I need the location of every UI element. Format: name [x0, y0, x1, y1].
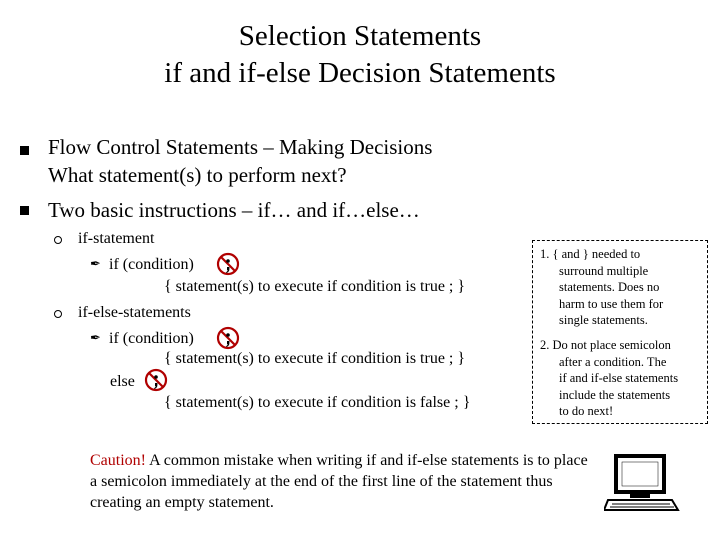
circle-bullet-icon [54, 236, 62, 244]
pen-icon: ✒ [90, 330, 101, 345]
if-body: { statement(s) to execute if condition is true ; } [164, 278, 466, 295]
title-line-1: Selection Statements [238, 20, 482, 52]
square-bullet-icon [20, 146, 29, 155]
circle-bullet-icon [54, 310, 62, 318]
note-2-line: after a condition. The [559, 354, 667, 369]
if-statement-heading: if-statement [78, 230, 155, 247]
note-1 [540, 246, 663, 329]
ifelse-body-true: { statement(s) to execute if condition is true ; } [164, 350, 466, 367]
ifelse-condition: if (condition) [109, 330, 194, 347]
no-semicolon-icon [216, 326, 240, 350]
no-semicolon-icon [216, 252, 240, 276]
title-line-2: if and if-else Decision Statements [164, 57, 556, 89]
note-2-line: 2. Do not place semicolon [540, 338, 671, 352]
bullet-1-line-2: What statement(s) to perform next? [48, 163, 347, 187]
if-condition: if (condition) [109, 256, 194, 273]
caution-label: Caution! [90, 452, 146, 469]
bullet-1-line-1: Flow Control Statements – Making Decisions [48, 135, 433, 159]
ifelse-body-false: { statement(s) to execute if condition is false ; } [164, 394, 471, 411]
note-1-line: 1. { and } needed to [540, 247, 641, 261]
note-1-line: harm to use them for [559, 296, 664, 311]
note-2-line: to do next! [559, 404, 614, 418]
pen-icon: ✒ [90, 256, 101, 271]
note-1-line: surround multiple [559, 263, 649, 278]
note-2-line: include the statements [559, 387, 671, 402]
no-semicolon-icon [144, 368, 168, 392]
bullet-1 [48, 133, 432, 189]
bullet-2: Two basic instructions – if… and if…else… [48, 198, 420, 222]
square-bullet-icon [20, 206, 29, 215]
caution-paragraph [90, 450, 590, 513]
computer-icon [604, 452, 680, 514]
note-1-line: single statements. [559, 313, 648, 327]
else-label: else [110, 373, 135, 390]
ifelse-heading: if-else-statements [78, 304, 191, 321]
note-1-line: statements. Does no [559, 280, 660, 294]
note-2 [540, 337, 678, 420]
caution-text: A common mistake when writing if and if-else statements is to place a semicolon immediately at the end of the first line of the statement thus creating an empty statement. [90, 452, 588, 511]
note-2-line: if and if-else statements [559, 371, 679, 385]
slide-title [0, 18, 720, 92]
